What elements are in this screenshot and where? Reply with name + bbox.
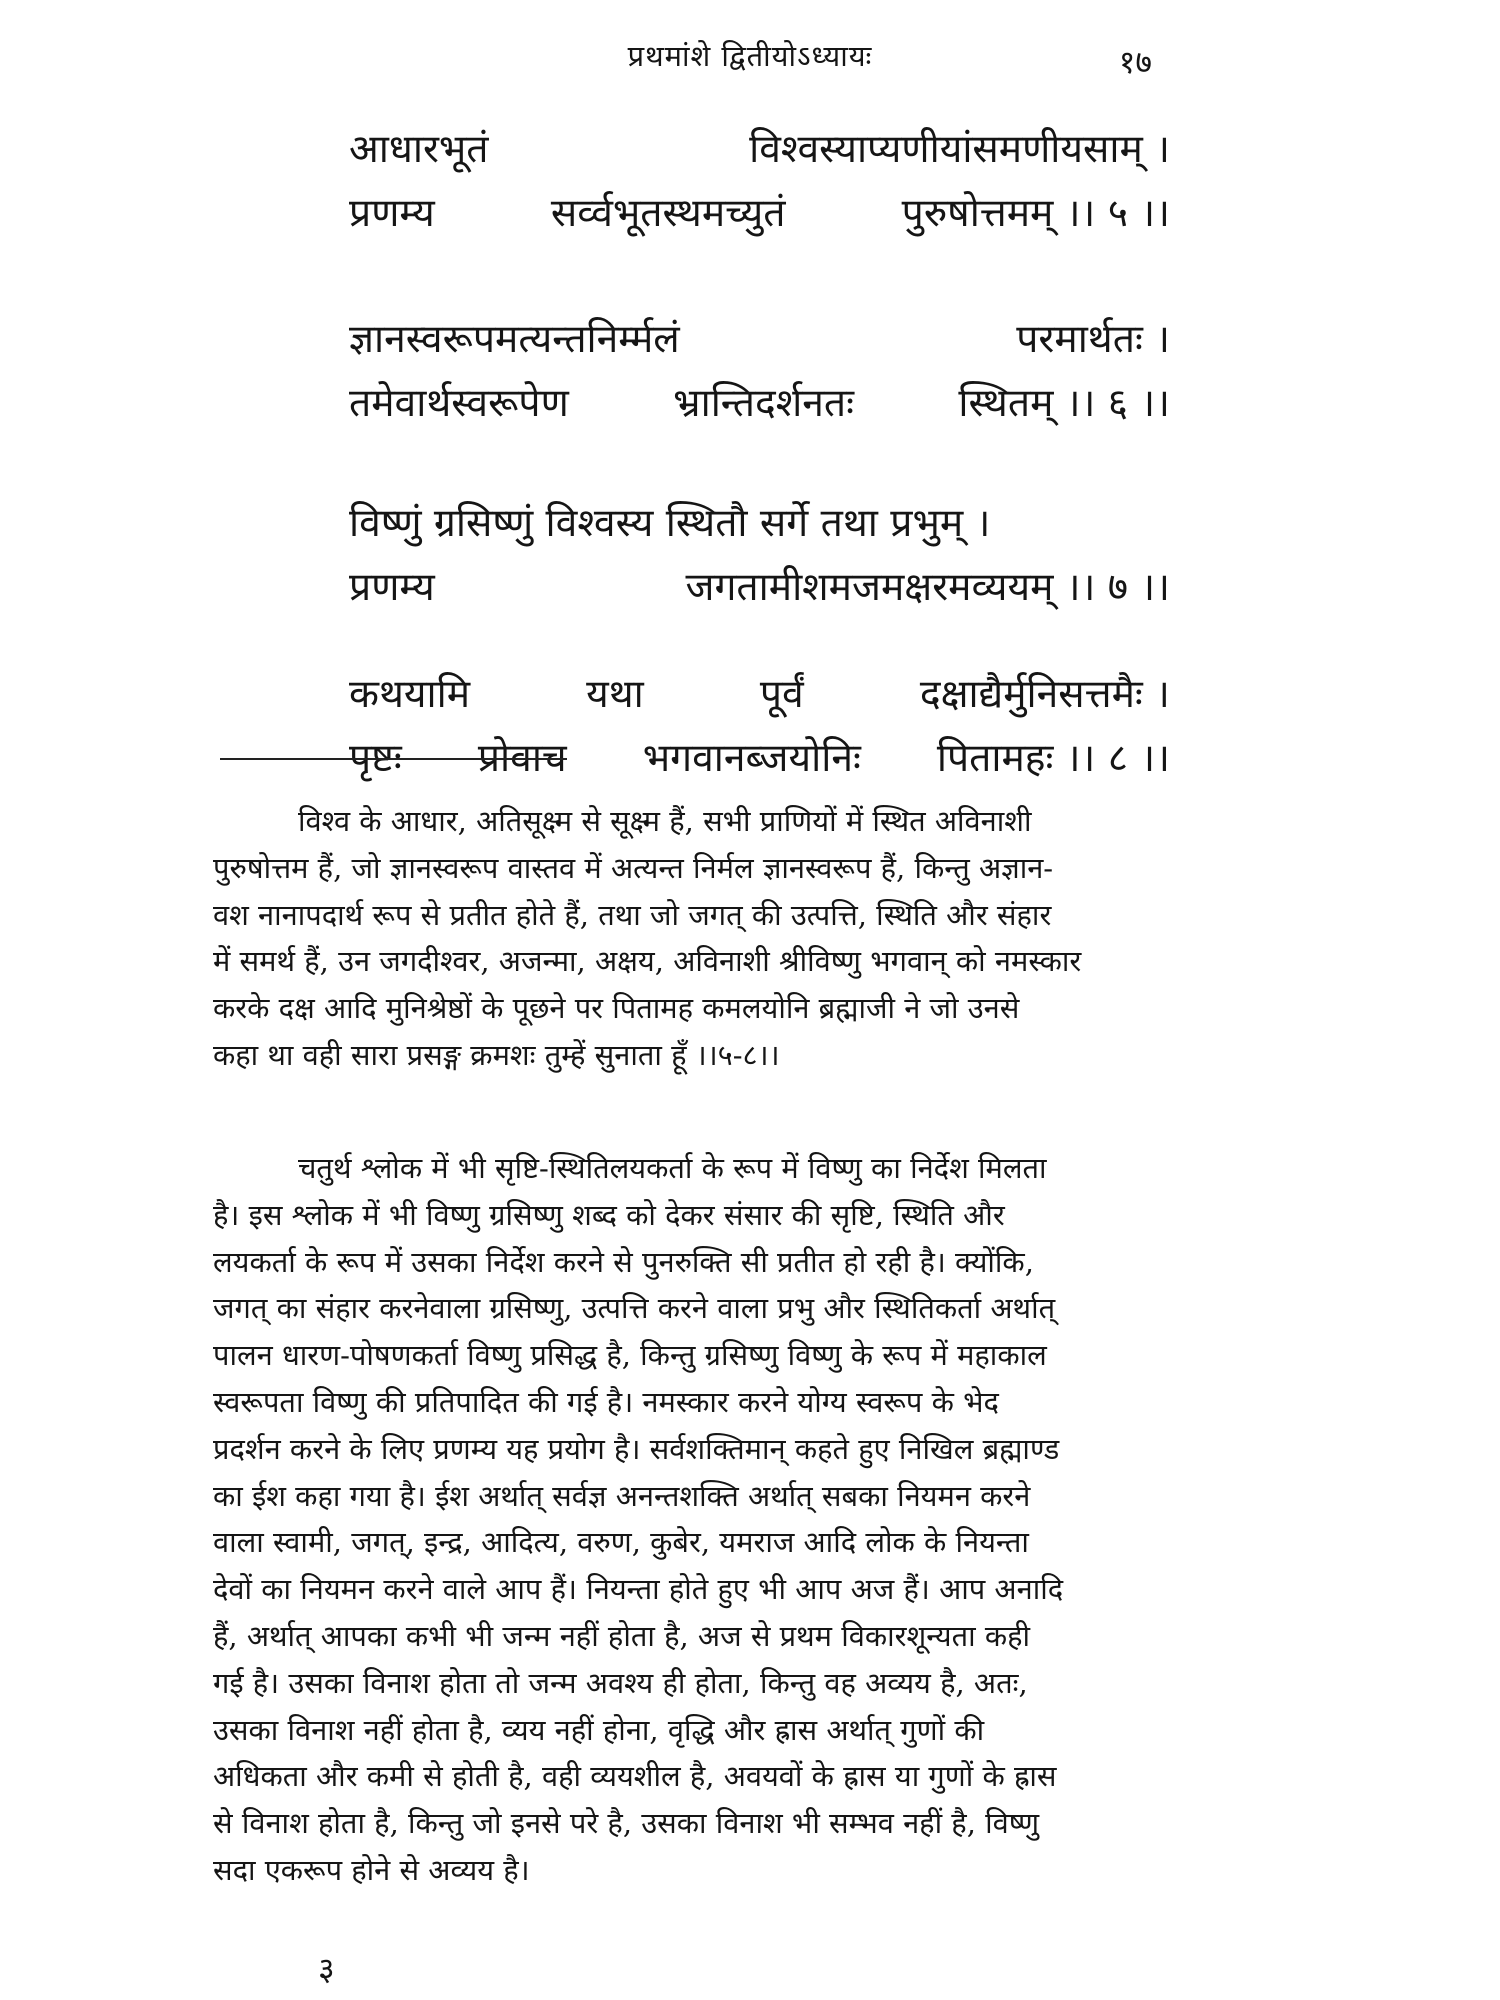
- paragraph-line: में समर्थ हैं, उन जगदीश्वर, अजन्मा, अक्षय, अविनाशी श्रीविष्णु भगवान् को नमस्कार: [213, 944, 1082, 979]
- verse-line: [349, 663, 1170, 727]
- verse-word: विष्णुं ग्रसिष्णुं विश्वस्य स्थितौ सर्गे तथा प्रभुम् ।: [349, 501, 991, 546]
- verse-line: [349, 308, 1170, 372]
- verse-line: [349, 492, 1170, 556]
- paragraph-line: लयकर्ता के रूप में उसका निर्देश करने से पुनरुक्ति सी प्रतीत हो रही है। क्योंकि,: [213, 1244, 1034, 1279]
- page-number: १७: [1118, 43, 1152, 81]
- verse-word: स्थितम् ।। ६ ।।: [958, 381, 1170, 426]
- verse-line: [349, 118, 1170, 182]
- paragraph-1: [213, 798, 1298, 1079]
- verse-word: तमेवार्थस्वरूपेण: [349, 381, 569, 426]
- verse-word: पृष्टः: [349, 736, 402, 781]
- verse-word: जगतामीशमजमक्षरमव्ययम् ।। ७ ।।: [685, 565, 1170, 610]
- verse-word: यथा: [586, 672, 644, 717]
- paragraph-line: का ईश कहा गया है। ईश अर्थात् सर्वज्ञ अनन्तशक्ति अर्थात् सबका नियमन करने: [213, 1478, 1031, 1513]
- paragraph-2: [213, 1145, 1298, 1894]
- verse-line: [349, 182, 1170, 246]
- paragraph-line: हैं, अर्थात् आपका कभी भी जन्म नहीं होता है, अज से प्रथम विकारशून्यता कही: [213, 1618, 1031, 1653]
- paragraph-line: विश्व के आधार, अतिसूक्ष्म से सूक्ष्म हैं, सभी प्राणियों में स्थित अविनाशी: [298, 804, 1032, 838]
- verse-word: पितामहः ।। ८ ।।: [936, 736, 1170, 781]
- verse-word: दक्षाद्यैर्मुनिसत्तमैः ।: [919, 672, 1170, 717]
- verse-2: [349, 308, 1170, 436]
- verse-word: प्रणम्य: [349, 191, 435, 236]
- verse-word: सर्व्वभूतस्थमच्युतं: [550, 191, 786, 236]
- verse-word: भ्रान्तिदर्शनतः: [673, 381, 855, 426]
- paragraph-line: वश नानापदार्थ रूप से प्रतीत होते हैं, तथा जो जगत् की उत्पत्ति, स्थिति और संहार: [213, 897, 1052, 932]
- paragraph-line: स्वरूपता विष्णु की प्रतिपादित की गई है। नमस्कार करने योग्य स्वरूप के भेद: [213, 1384, 999, 1419]
- verse-1: [349, 118, 1170, 246]
- verse-word: प्रोवाच: [477, 736, 567, 781]
- verse-line: [349, 556, 1170, 620]
- verse-line: [349, 372, 1170, 436]
- verse-word: विश्वस्याप्यणीयांसमणीयसाम् ।: [749, 127, 1170, 172]
- verse-word: आधारभूतं: [349, 127, 489, 172]
- paragraph-line: कहा था वही सारा प्रसङ्ग क्रमशः तुम्हें सुनाता हूँ ।।५-८।।: [213, 1037, 780, 1072]
- verse-word: परमार्थतः ।: [1016, 317, 1170, 362]
- paragraph-line: पुरुषोत्तम हैं, जो ज्ञानस्वरूप वास्तव में अत्यन्त निर्मल ज्ञानस्वरूप हैं, किन्तु अज्ञान-: [213, 850, 1054, 885]
- paragraph-line: उसका विनाश नहीं होता है, व्यय नहीं होना, वृद्धि और ह्रास अर्थात् गुणों की: [213, 1712, 985, 1747]
- section-divider: [220, 758, 567, 760]
- paragraph-line: देवों का नियमन करने वाले आप हैं। नियन्ता होते हुए भी आप अज हैं। आप अनादि: [213, 1572, 1064, 1607]
- verse-3: [349, 492, 1170, 620]
- paragraph-line: अधिकता और कमी से होती है, वही व्ययशील है, अवयवों के ह्रास या गुणों के ह्रास: [213, 1759, 1057, 1794]
- verse-word: भगवानब्जयोनिः: [642, 736, 861, 781]
- verse-word: प्रणम्य: [349, 565, 435, 610]
- verse-word: कथयामि: [349, 672, 471, 717]
- signature-mark: ३: [318, 1950, 335, 1988]
- verse-4: [349, 663, 1170, 791]
- paragraph-line: वाला स्वामी, जगत्, इन्द्र, आदित्य, वरुण, कुबेर, यमराज आदि लोक के नियन्ता: [213, 1525, 1029, 1560]
- verse-word: ज्ञानस्वरूपमत्यन्तनिर्म्मलं: [349, 317, 680, 362]
- paragraph-line: गई है। उसका विनाश होता तो जन्म अवश्य ही होता, किन्तु वह अव्यय है, अतः,: [213, 1665, 1028, 1700]
- paragraph-line: जगत् का संहार करनेवाला ग्रसिष्णु, उत्पत्ति करने वाला प्रभु और स्थितिकर्ता अर्थात्: [213, 1291, 1056, 1326]
- paragraph-line: प्रदर्शन करने के लिए प्रणम्य यह प्रयोग है। सर्वशक्तिमान् कहते हुए निखिल ब्रह्माण्ड: [213, 1431, 1060, 1466]
- verse-word: पूर्वं: [759, 672, 804, 717]
- paragraph-line: चतुर्थ श्लोक में भी सृष्टि-स्थितिलयकर्ता के रूप में विष्णु का निर्देश मिलता: [298, 1151, 1047, 1185]
- running-head: प्रथमांशे द्वितीयोऽध्यायः: [627, 39, 873, 73]
- paragraph-line: करके दक्ष आदि मुनिश्रेष्ठों के पूछने पर पितामह कमलयोनि ब्रह्माजी ने जो उनसे: [213, 991, 1020, 1026]
- paragraph-line: से विनाश होता है, किन्तु जो इनसे परे है, उसका विनाश भी सम्भव नहीं है, विष्णु: [213, 1806, 1040, 1841]
- paragraph-line: सदा एकरूप होने से अव्यय है।: [213, 1852, 530, 1887]
- paragraph-line: पालन धारण-पोषणकर्ता विष्णु प्रसिद्ध है, किन्तु ग्रसिष्णु विष्णु के रूप में महाकाल: [213, 1338, 1047, 1373]
- paragraph-line: है। इस श्लोक में भी विष्णु ग्रसिष्णु शब्द को देकर संसार की सृष्टि, स्थिति और: [213, 1197, 1005, 1232]
- verse-word: पुरुषोत्तमम् ।। ५ ।।: [901, 191, 1170, 236]
